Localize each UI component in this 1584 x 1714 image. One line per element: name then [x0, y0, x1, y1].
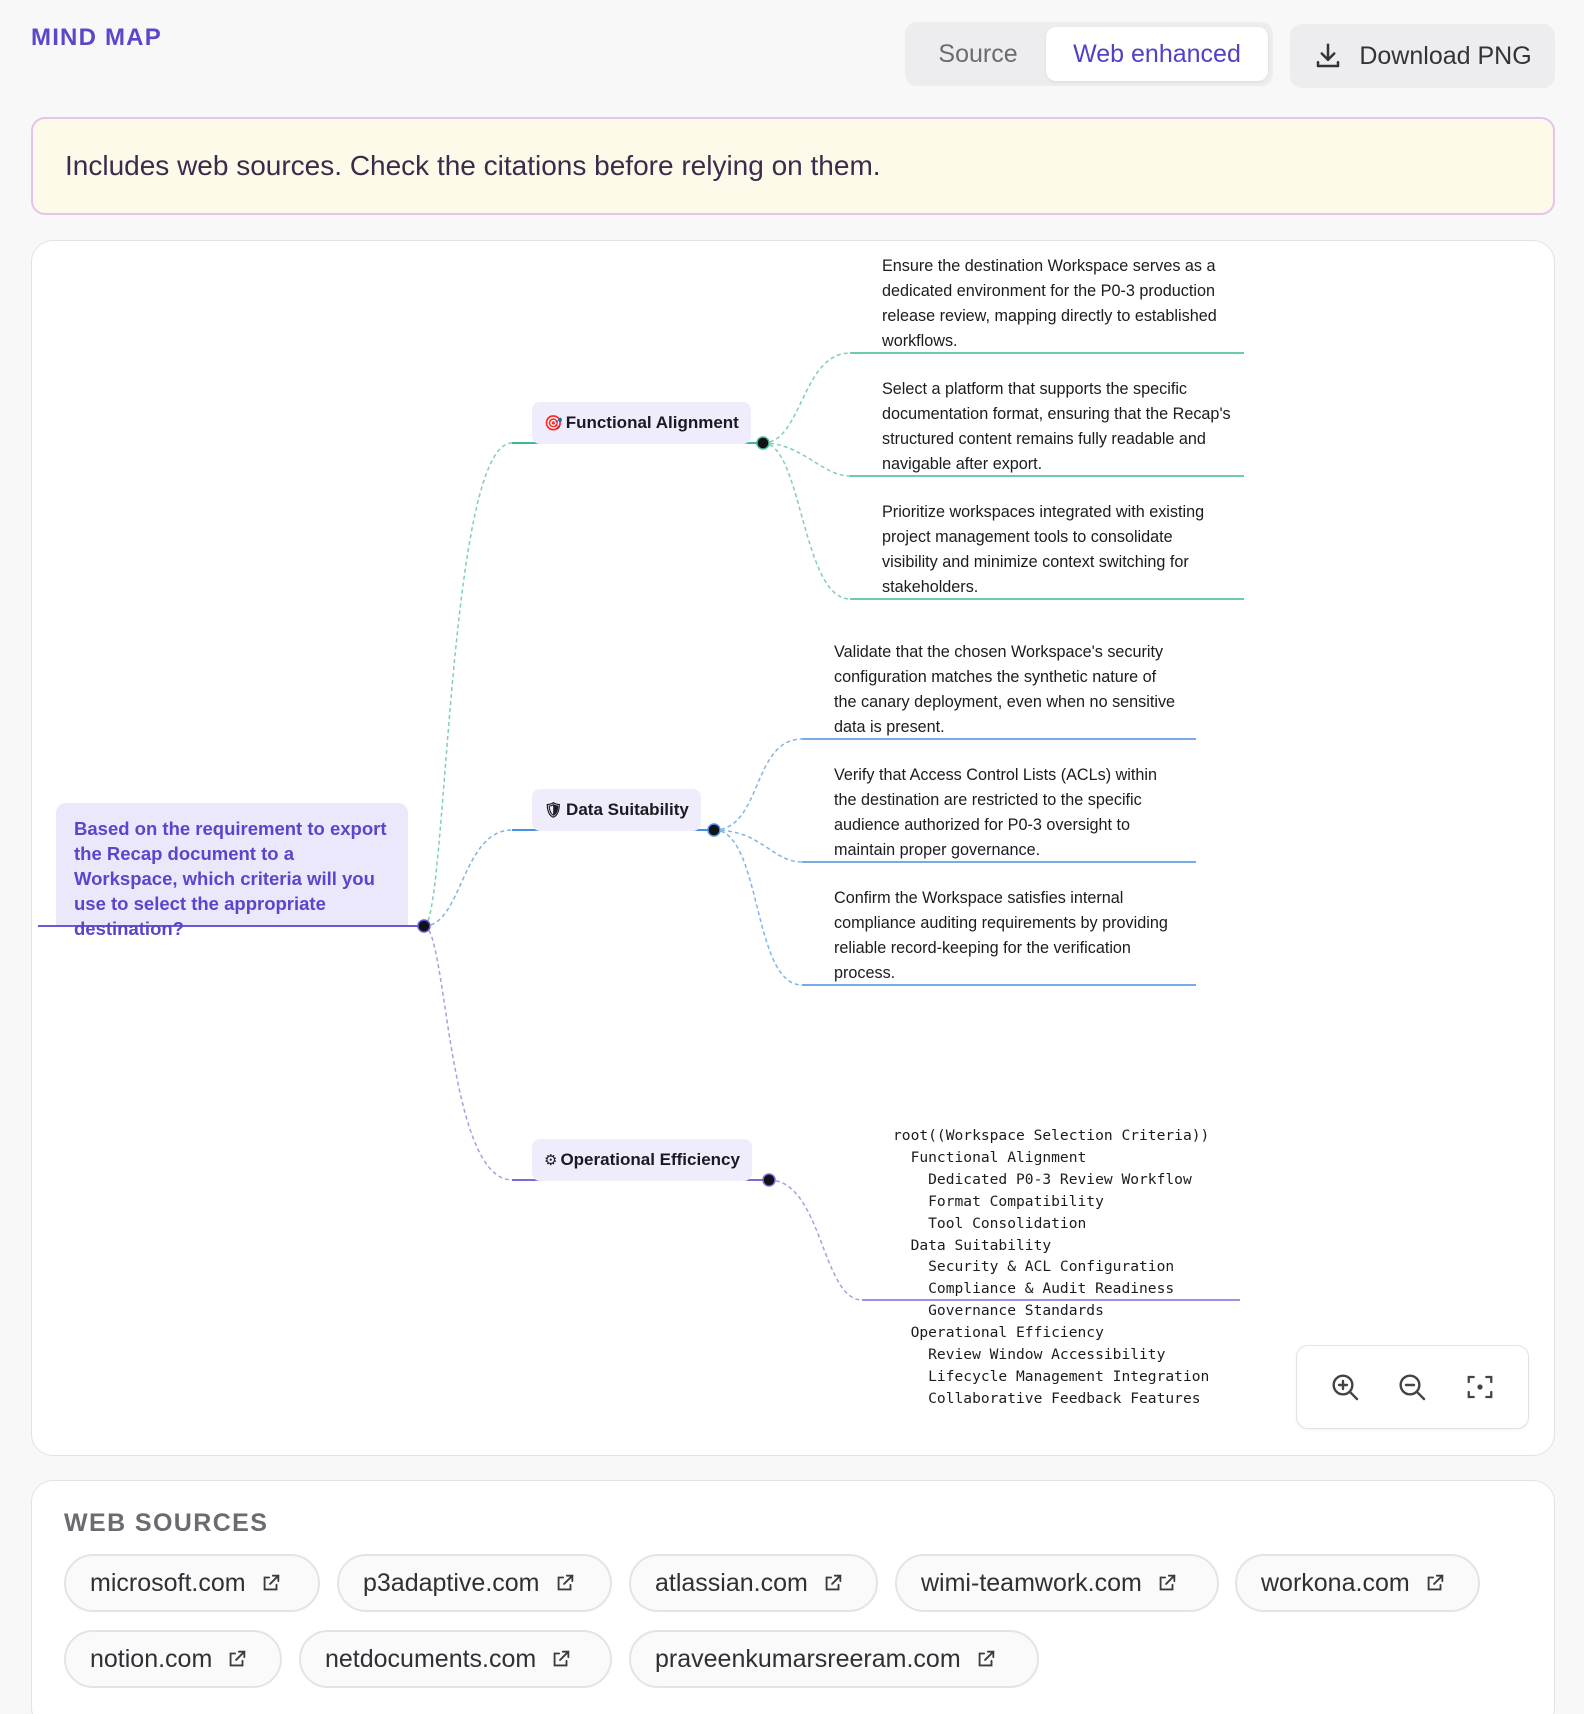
shield-icon: 🛡 [544, 802, 564, 819]
source-label: netdocuments.com [325, 1644, 537, 1673]
download-icon [1313, 41, 1343, 71]
branch-label: Operational Efficiency [560, 1150, 740, 1169]
source-label: p3adaptive.com [363, 1568, 540, 1597]
notice-text: Includes web sources. Check the citations before relying on them. [65, 150, 881, 181]
leaf-node[interactable]: Select a platform that supports the specific documentation format, ensuring that the Recap's structured content remains fully readable and navigable after export. [882, 380, 1231, 473]
external-link-icon [1156, 1572, 1178, 1594]
external-link-icon [226, 1648, 248, 1670]
source-label: atlassian.com [655, 1568, 808, 1597]
external-link-icon [260, 1572, 282, 1594]
source-label: workona.com [1261, 1568, 1410, 1597]
source-label: microsoft.com [90, 1568, 246, 1597]
gear-icon: ⚙ [544, 1152, 558, 1169]
zoom-in-button[interactable] [1325, 1367, 1365, 1407]
source-chip-atlassian[interactable] [629, 1554, 878, 1612]
external-link-icon [975, 1648, 997, 1670]
external-link-icon [550, 1648, 572, 1670]
root-node[interactable]: Based on the requirement to export the Recap document to a Workspace, which criteria will you use to select the appropriate destination? [56, 803, 408, 925]
source-chip-praveenkumarsreeram[interactable] [629, 1630, 1039, 1688]
fit-view-icon [1465, 1372, 1495, 1402]
web-sources-title: WEB SOURCES [64, 1509, 269, 1537]
source-toggle-button[interactable]: Source [938, 39, 1018, 68]
target-icon: 🎯 [544, 415, 563, 432]
source-label: wimi-teamwork.com [921, 1568, 1142, 1597]
source-label: notion.com [90, 1644, 213, 1673]
branch-label: Data Suitability [566, 800, 689, 819]
zoom-in-icon [1329, 1371, 1361, 1403]
view-toggle [905, 22, 1273, 86]
external-link-icon [822, 1572, 844, 1594]
leaf-node[interactable]: Ensure the destination Workspace serves as a dedicated environment for the P0-3 production release review, mapping directly to established workflows. [882, 257, 1217, 350]
zoom-controls [1296, 1345, 1529, 1429]
source-chip-workona[interactable] [1235, 1554, 1480, 1612]
mermaid-source-leaf[interactable]: root((Workspace Selection Criteria)) Functional Alignment Dedicated P0-3 Review Workflow Format Compatibility Tool Consolidation Data Suitability Security & ACL Configuration Compliance & Audit Readiness Governance Standards Operational Efficiency Review Window Accessibility Lifecycle Management Integration Collaborative Feedback Features [893, 1127, 1210, 1407]
page-title: MIND MAP [31, 24, 162, 51]
branch-functional-alignment[interactable] [532, 402, 751, 444]
branch-operational-efficiency[interactable] [532, 1139, 752, 1181]
download-png-button[interactable] [1290, 24, 1555, 88]
mind-map-canvas[interactable] [31, 240, 1555, 1456]
fit-view-button[interactable] [1460, 1367, 1500, 1407]
leaf-node[interactable]: Validate that the chosen Workspace's security configuration matches the synthetic nature of the canary deployment, even when no sensitive data is present. [834, 643, 1176, 736]
web-enhanced-toggle-button[interactable]: Web enhanced [1046, 27, 1268, 81]
web-sources-notice [31, 117, 1555, 215]
source-label: praveenkumarsreeram.com [655, 1644, 961, 1673]
external-link-icon [1424, 1572, 1446, 1594]
leaf-node[interactable]: Confirm the Workspace satisfies internal compliance auditing requirements by providing reliable record-keeping for the verification process. [834, 889, 1168, 982]
zoom-out-button[interactable] [1392, 1367, 1432, 1407]
branch-data-suitability[interactable] [532, 789, 701, 831]
external-link-icon [554, 1572, 576, 1594]
source-chip-microsoft[interactable] [64, 1554, 320, 1612]
web-sources-panel [31, 1480, 1555, 1714]
source-chip-wimi-teamwork[interactable] [895, 1554, 1219, 1612]
branch-label: Functional Alignment [565, 413, 739, 432]
leaf-node[interactable]: Prioritize workspaces integrated with existing project management tools to consolidate visibility and minimize context switching for stakeholders. [882, 503, 1205, 596]
leaf-node[interactable]: Verify that Access Control Lists (ACLs) within the destination are restricted to the specific audience authorized for P0-3 oversight to maintain proper governance. [834, 766, 1157, 859]
zoom-out-icon [1396, 1371, 1428, 1403]
source-chip-netdocuments[interactable] [299, 1630, 612, 1688]
source-chip-p3adaptive[interactable] [337, 1554, 612, 1612]
download-label: Download PNG [1359, 41, 1532, 70]
source-chip-notion[interactable] [64, 1630, 282, 1688]
